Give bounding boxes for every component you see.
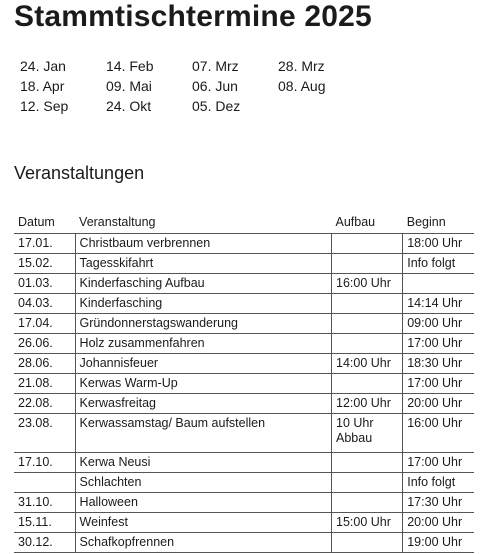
cell-setup <box>332 334 403 354</box>
cell-start <box>403 274 474 294</box>
cell-event: Christbaum verbrennen <box>75 234 331 254</box>
cell-start: 17:00 Uhr <box>403 334 474 354</box>
stammtisch-date: 24. Okt <box>106 98 152 114</box>
cell-setup <box>332 314 403 334</box>
table-row <box>14 533 474 553</box>
table-row <box>14 314 474 334</box>
events-table <box>14 212 474 553</box>
cell-date: 15.02. <box>14 254 75 274</box>
cell-setup <box>332 473 403 493</box>
cell-start: Info folgt <box>403 254 474 274</box>
table-row <box>14 254 474 274</box>
stammtisch-date: 09. Mai <box>106 78 152 94</box>
cell-start: 18:00 Uhr <box>403 234 474 254</box>
stammtisch-date: 07. Mrz <box>192 58 239 74</box>
cell-start: Info folgt <box>403 473 474 493</box>
cell-start: 17:30 Uhr <box>403 493 474 513</box>
cell-date: 21.08. <box>14 374 75 394</box>
stammtisch-date: 28. Mrz <box>278 58 325 74</box>
cell-setup <box>332 374 403 394</box>
cell-start: 17:00 Uhr <box>403 374 474 394</box>
cell-date: 15.11. <box>14 513 75 533</box>
cell-setup <box>332 234 403 254</box>
table-row <box>14 354 474 374</box>
cell-date <box>14 473 75 493</box>
cell-event: Holz zusammenfahren <box>75 334 331 354</box>
table-header-row <box>14 212 474 234</box>
cell-date: 17.01. <box>14 234 75 254</box>
cell-event: Kerwassamstag/ Baum aufstellen <box>75 414 331 453</box>
stammtisch-date: 08. Aug <box>278 78 326 94</box>
cell-date: 01.03. <box>14 274 75 294</box>
events-table-container <box>14 212 474 553</box>
cell-start: 20:00 Uhr <box>403 513 474 533</box>
stammtisch-date: 05. Dez <box>192 98 241 114</box>
cell-event: Schafkopfrennen <box>75 533 331 553</box>
column-header-start: Beginn <box>403 212 474 234</box>
column-header-date: Datum <box>14 212 75 234</box>
cell-date: 30.12. <box>14 533 75 553</box>
table-row <box>14 453 474 473</box>
cell-date: 23.08. <box>14 414 75 453</box>
cell-event: Kerwas Warm-Up <box>75 374 331 394</box>
table-row <box>14 394 474 414</box>
stammtisch-date: 12. Sep <box>20 98 69 114</box>
stammtisch-dates-grid <box>20 58 364 118</box>
cell-date: 17.04. <box>14 314 75 334</box>
cell-date: 26.06. <box>14 334 75 354</box>
cell-start: 09:00 Uhr <box>403 314 474 334</box>
table-row <box>14 294 474 314</box>
table-row <box>14 274 474 294</box>
cell-event: Kinderfasching Aufbau <box>75 274 331 294</box>
cell-setup <box>332 254 403 274</box>
cell-date: 04.03. <box>14 294 75 314</box>
cell-event: Schlachten <box>75 473 331 493</box>
column-header-event: Veranstaltung <box>75 212 331 234</box>
cell-setup: 12:00 Uhr <box>332 394 403 414</box>
cell-event: Gründonnerstagswanderung <box>75 314 331 334</box>
cell-date: 22.08. <box>14 394 75 414</box>
cell-start: 18:30 Uhr <box>403 354 474 374</box>
stammtisch-date: 24. Jan <box>20 58 66 74</box>
cell-setup <box>332 294 403 314</box>
cell-event: Tagesskifahrt <box>75 254 331 274</box>
cell-start: 16:00 Uhr <box>403 414 474 453</box>
cell-date: 28.06. <box>14 354 75 374</box>
cell-setup: 16:00 Uhr <box>332 274 403 294</box>
column-header-setup: Aufbau <box>332 212 403 234</box>
table-row <box>14 334 474 354</box>
stammtisch-date: 06. Jun <box>192 78 238 94</box>
cell-event: Halloween <box>75 493 331 513</box>
table-row <box>14 513 474 533</box>
cell-start: 14:14 Uhr <box>403 294 474 314</box>
cell-start: 20:00 Uhr <box>403 394 474 414</box>
cell-setup <box>332 493 403 513</box>
cell-date: 17.10. <box>14 453 75 473</box>
cell-event: Weinfest <box>75 513 331 533</box>
cell-start: 17:00 Uhr <box>403 453 474 473</box>
stammtisch-date: 14. Feb <box>106 58 154 74</box>
cell-setup: 15:00 Uhr <box>332 513 403 533</box>
cell-event: Kerwasfreitag <box>75 394 331 414</box>
table-row <box>14 374 474 394</box>
cell-event: Johannisfeuer <box>75 354 331 374</box>
cell-start: 19:00 Uhr <box>403 533 474 553</box>
table-row <box>14 493 474 513</box>
table-row <box>14 234 474 254</box>
cell-setup: 10 Uhr Abbau <box>332 414 403 453</box>
cell-setup: 14:00 Uhr <box>332 354 403 374</box>
cell-event: Kerwa Neusi <box>75 453 331 473</box>
page-title: Stammtischtermine 2025 <box>14 0 372 33</box>
cell-setup <box>332 453 403 473</box>
cell-date: 31.10. <box>14 493 75 513</box>
stammtisch-date: 18. Apr <box>20 78 65 94</box>
cell-setup <box>332 533 403 553</box>
section-title: Veranstaltungen <box>14 163 145 183</box>
cell-event: Kinderfasching <box>75 294 331 314</box>
table-row <box>14 473 474 493</box>
table-row <box>14 414 474 453</box>
